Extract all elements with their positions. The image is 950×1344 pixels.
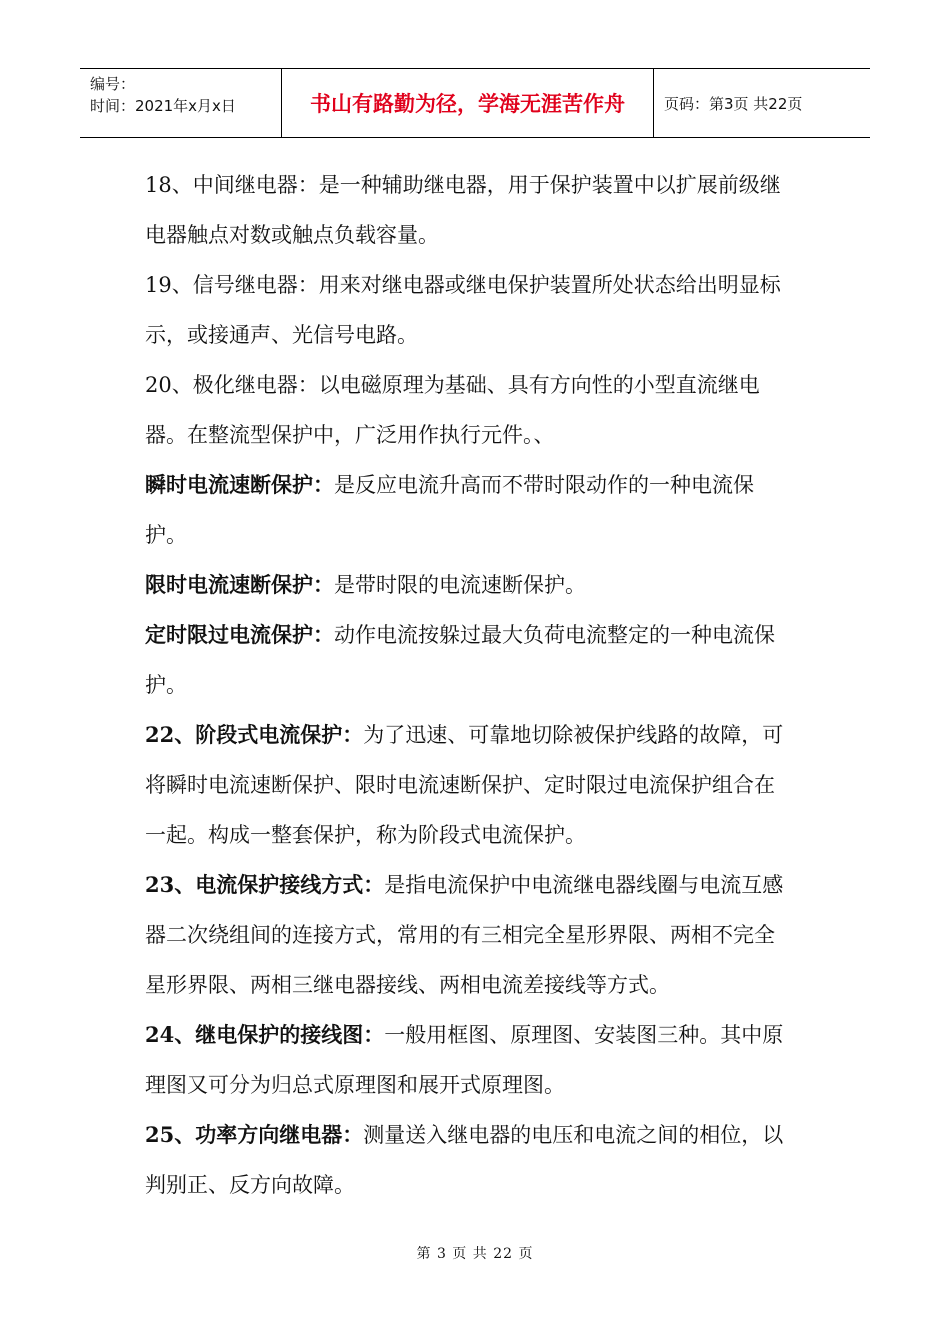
paragraph-24: 24、继电保护的接线图：一般用框图、原理图、安装图三种。其中原理图又可分为归总式原理图和展开式原理图。	[145, 1022, 784, 1097]
header-motto: 书山有路勤为径，学海无涯苦作舟	[282, 69, 654, 137]
paragraph-definite-time-overcurrent: 定时限过电流保护：动作电流按躲过最大负荷电流整定的一种电流保护。	[145, 622, 775, 697]
number-label: 编号：	[90, 75, 136, 93]
paragraph-22: 22、阶段式电流保护：为了迅速、可靠地切除被保护线路的故障，可将瞬时电流速断保护、限时电流速断保护、定时限过电流保护组合在一起。构成一整套保护，称为阶段式电流保护。	[145, 722, 784, 847]
time-label: 时间：2021年x月x日	[90, 97, 236, 115]
document-body	[145, 160, 795, 1210]
paragraph-18: 18、中间继电器：是一种辅助继电器，用于保护装置中以扩展前级继电器触点对数或触点负载容量。	[145, 173, 781, 247]
paragraph-instant-overcurrent: 瞬时电流速断保护：是反应电流升高而不带时限动作的一种电流保护。	[145, 472, 754, 547]
paragraph-19: 19、信号继电器：用来对继电器或继电保护装置所处状态给出明显标示，或接通声、光信号电路。	[145, 273, 781, 347]
page-footer: 第 3 页 共 22 页	[416, 1246, 534, 1262]
header-meta-cell	[80, 69, 282, 137]
paragraph-25: 25、功率方向继电器：测量送入继电器的电压和电流之间的相位，以判别正、反方向故障。	[145, 1122, 784, 1197]
header-page-info: 页码：第3页 共22页	[664, 94, 803, 113]
paragraph-timed-instant-overcurrent: 限时电流速断保护：是带时限的电流速断保护。	[145, 572, 586, 597]
page-header	[80, 68, 870, 138]
paragraph-20: 20、极化继电器：以电磁原理为基础、具有方向性的小型直流继电器。在整流型保护中，广泛用作执行元件。、	[145, 373, 760, 447]
paragraph-23: 23、电流保护接线方式：是指电流保护中电流继电器线圈与电流互感器二次绕组间的连接方式，常用的有三相完全星形界限、两相不完全星形界限、两相三继电器接线、两相电流差接线等方式。	[145, 872, 784, 997]
